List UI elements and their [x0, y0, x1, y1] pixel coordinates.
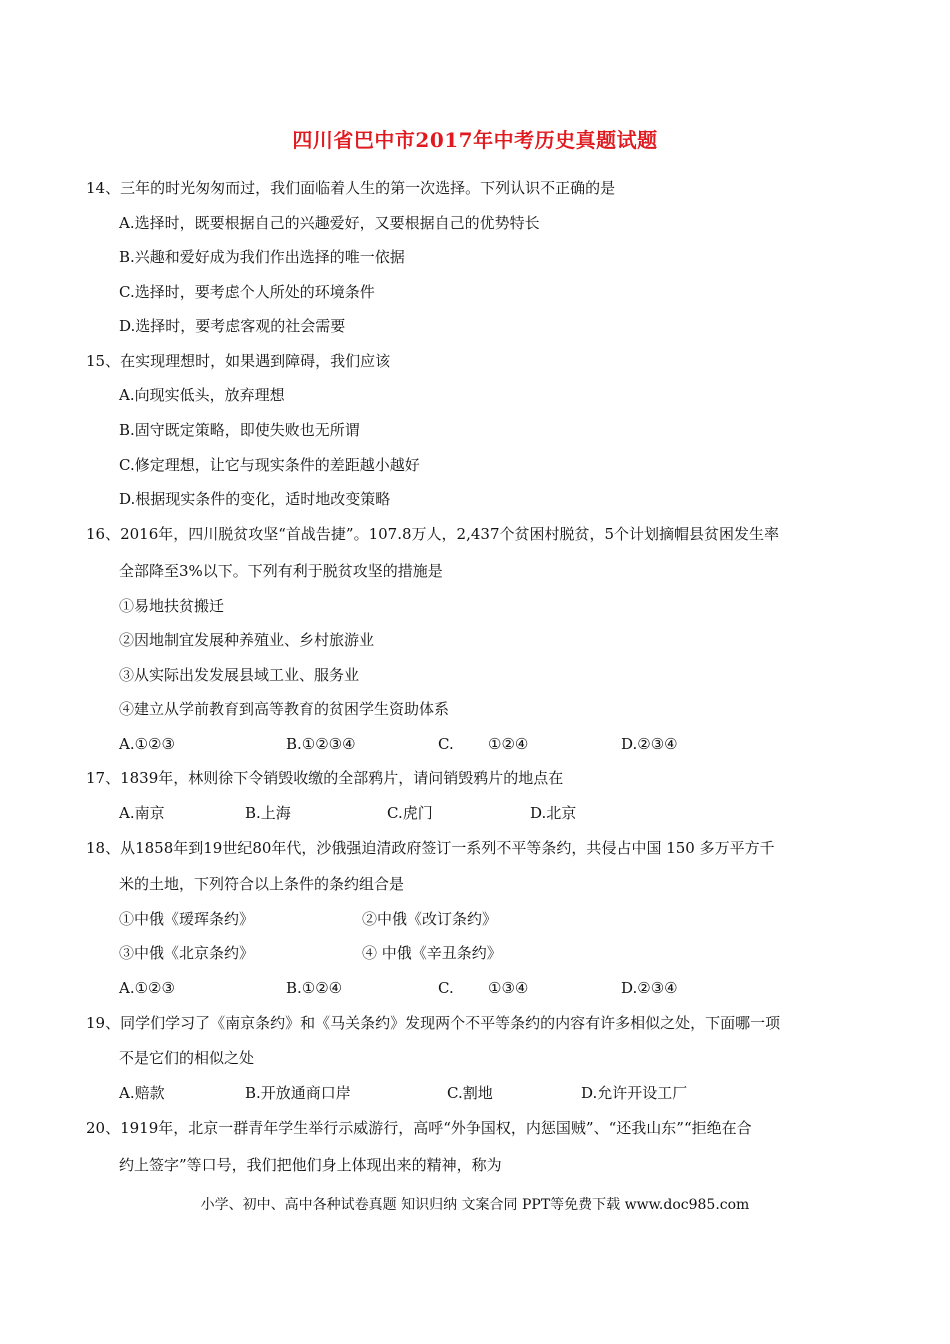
question-19-choice-c: C.割地 — [447, 1084, 493, 1102]
question-16-choice-b: B.①②③④ — [286, 735, 356, 753]
question-18-choice-d: D.②③④ — [621, 979, 678, 997]
question-18-choice-a: A.①②③ — [119, 979, 175, 997]
question-20-stem: 20、1919年，北京一群青年学生举行示威游行，高呼“外争国权，内惩国贼”、“还我山东”“拒绝在合 — [86, 1119, 752, 1137]
question-18-stem-continued: 米的土地，下列符合以上条件的条约组合是 — [119, 875, 405, 893]
question-15-option-c: C.修定理想，让它与现实条件的差距越小越好 — [119, 456, 420, 474]
question-15-option-a: A.向现实低头，放弃理想 — [119, 386, 285, 404]
question-19-choice-a: A.赔款 — [119, 1084, 165, 1102]
question-19-stem-continued: 不是它们的相似之处 — [119, 1049, 255, 1067]
question-14-option-b: B.兴趣和爱好成为我们作出选择的唯一依据 — [119, 248, 405, 266]
question-19-choice-d: D.允许开设工厂 — [581, 1084, 688, 1102]
question-16-choice-c-label: C. — [438, 735, 454, 753]
question-14-option-d: D.选择时，要考虑客观的社会需要 — [119, 317, 346, 335]
question-18-stem: 18、从1858年到19世纪80年代，沙俄强迫清政府签订一系列不平等条约，共侵占中国 150 多万平方千 — [86, 839, 775, 857]
question-18-choice-c: ①③④ — [488, 979, 529, 997]
question-18-item-3: ③中俄《北京条约》 — [119, 944, 255, 962]
question-14-option-c: C.选择时，要考虑个人所处的环境条件 — [119, 283, 375, 301]
question-17-choice-b: B.上海 — [245, 804, 291, 822]
question-16-choice-d: D.②③④ — [621, 735, 678, 753]
question-18-item-2: ②中俄《改订条约》 — [362, 910, 498, 928]
question-15-stem: 15、在实现理想时，如果遇到障碍，我们应该 — [86, 352, 391, 370]
question-18-item-1: ①中俄《瑷珲条约》 — [119, 910, 255, 928]
question-16-choice-c: ①②④ — [488, 735, 529, 753]
question-15-option-b: B.固守既定策略，即使失败也无所谓 — [119, 421, 360, 439]
question-16-item-3: ③从实际出发发展县域工业、服务业 — [119, 666, 360, 684]
document-title: 四川省巴中市2017年中考历史真题试题 — [292, 128, 658, 152]
question-17-choice-a: A.南京 — [119, 804, 165, 822]
question-18-item-4: ④ 中俄《辛丑条约》 — [362, 944, 502, 962]
question-16-stem: 16、2016年，四川脱贫攻坚“首战告捷”。107.8万人，2,437个贫困村脱贫，5个计划摘帽县贫困发生率 — [86, 525, 780, 543]
question-18-choice-c-label: C. — [438, 979, 454, 997]
question-17-choice-c: C.虎门 — [387, 804, 433, 822]
question-18-choice-b: B.①②④ — [286, 979, 343, 997]
question-19-choice-b: B.开放通商口岸 — [245, 1084, 351, 1102]
question-17-stem: 17、1839年，林则徐下令销毁收缴的全部鸦片，请问销毁鸦片的地点在 — [86, 769, 564, 787]
question-16-item-4: ④建立从学前教育到高等教育的贫困学生资助体系 — [119, 700, 450, 718]
question-16-item-2: ②因地制宜发展种养殖业、乡村旅游业 — [119, 631, 375, 649]
question-15-option-d: D.根据现实条件的变化，适时地改变策略 — [119, 490, 391, 508]
question-19-stem: 19、同学们学习了《南京条约》和《马关条约》发现两个不平等条约的内容有许多相似之处，下面哪一项 — [86, 1014, 781, 1032]
question-17-choice-d: D.北京 — [530, 804, 577, 822]
question-16-item-1: ①易地扶贫搬迁 — [119, 597, 225, 615]
question-14-stem: 14、三年的时光匆匆而过，我们面临着人生的第一次选择。下列认识不正确的是 — [86, 179, 616, 197]
question-16-stem-continued: 全部降至3%以下。下列有利于脱贫攻坚的措施是 — [119, 562, 443, 580]
question-14-option-a: A.选择时，既要根据自己的兴趣爱好，又要根据自己的优势特长 — [119, 214, 540, 232]
page-footer: 小学、初中、高中各种试卷真题 知识归纳 文案合同 PPT等免费下载 www.doc985.com — [200, 1197, 750, 1213]
question-20-stem-continued: 约上签字”等口号，我们把他们身上体现出来的精神，称为 — [119, 1156, 502, 1174]
question-16-choice-a: A.①②③ — [119, 735, 175, 753]
